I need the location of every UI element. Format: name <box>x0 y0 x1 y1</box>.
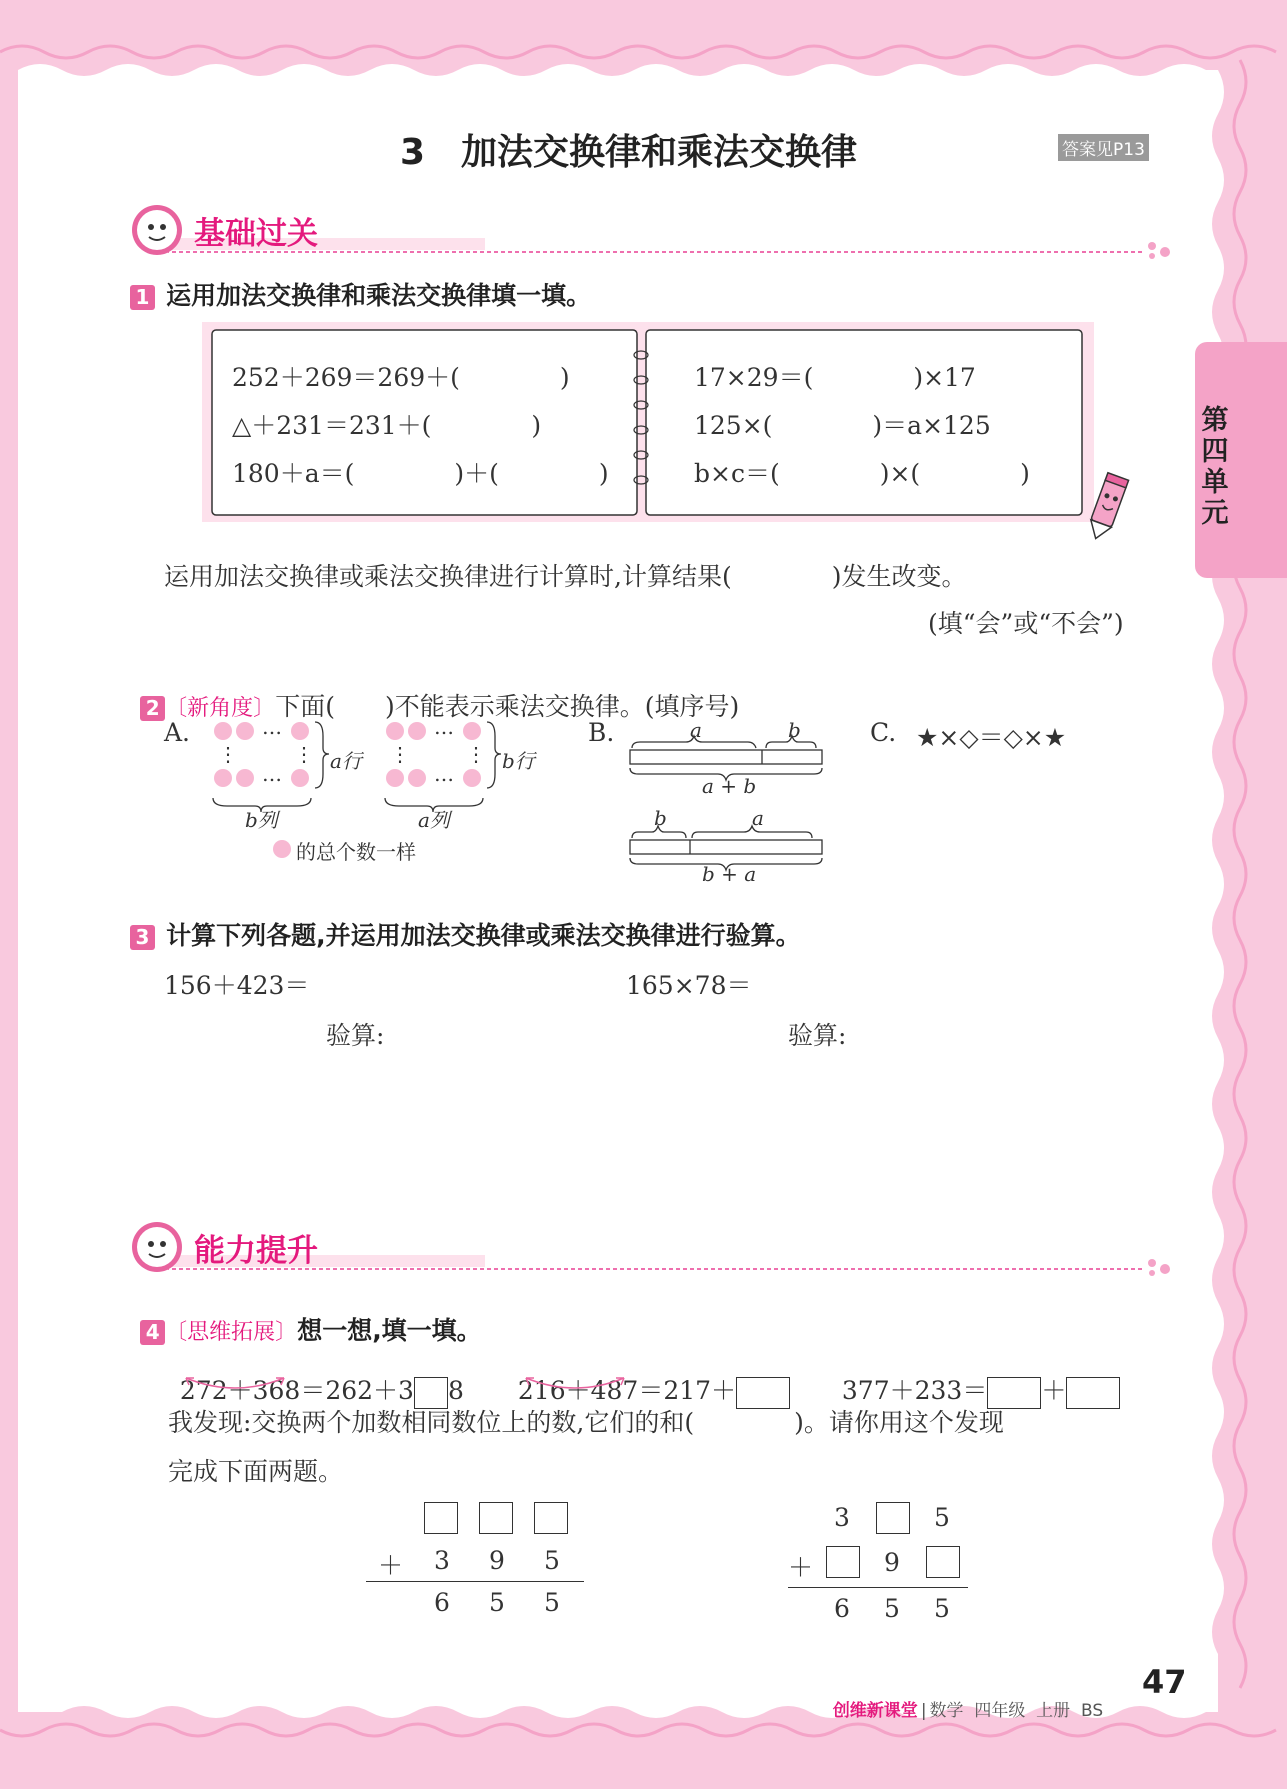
v2-row1-blank-tens[interactable] <box>876 1502 910 1534</box>
q2-option-a-label: A. <box>164 718 191 747</box>
footer <box>822 1676 1103 1721</box>
q3-prompt: 计算下列各题,并运用加法交换律或乘法交换律进行验算。 <box>166 921 801 950</box>
q2-option-c-label: C. <box>870 718 897 747</box>
opt-a-dots-1: … <box>262 715 282 739</box>
q4-eq1-swap-arrow <box>180 1372 290 1396</box>
footer-separator: | <box>920 1701 927 1721</box>
q3-header <box>130 916 801 952</box>
side-tab-label: 第四单元 <box>1201 405 1229 529</box>
opt-b-sum-2: b + a <box>702 862 757 886</box>
v1-blank-tens[interactable] <box>479 1502 513 1534</box>
q2-option-c-expression: ★×◇＝◇×★ <box>916 723 1067 752</box>
v1-addend-hundreds: 3 <box>434 1546 450 1575</box>
q2-tag: 〔新角度〕 <box>165 696 276 721</box>
v2-row2-blank-hundreds[interactable] <box>826 1546 860 1578</box>
q4-tag: 〔思维拓展〕 <box>165 1320 298 1345</box>
opt-a-dots-3: … <box>434 715 454 739</box>
q1-prompt: 运用加法交换律和乘法交换律填一填。 <box>166 281 592 310</box>
opt-a-vdots-3: ⋮ <box>390 742 410 766</box>
q4-eq3-plus: ＋ <box>1041 1376 1067 1405</box>
pencil-mascot-illustration <box>1075 470 1135 550</box>
v1-sum-hundreds: 6 <box>434 1588 450 1617</box>
v1-blank-hundreds[interactable] <box>424 1502 458 1534</box>
q3-expression-2: 165×78＝ <box>626 971 752 1000</box>
q3-check-1: 验算: <box>326 1021 385 1050</box>
q4-header <box>130 1292 482 1347</box>
q4-finding-line-2: 完成下面两题。 <box>168 1457 344 1486</box>
answer-reference: 答案见P13 <box>1058 134 1149 161</box>
opt-a-vdots-1: ⋮ <box>218 742 238 766</box>
page-number: 47 <box>1142 1663 1187 1701</box>
section2-title: 能力提升 <box>194 1233 318 1269</box>
q4-prompt: 想一想,填一填。 <box>297 1316 482 1345</box>
q4-equation-3 <box>826 1342 1120 1409</box>
q4-eq3-blank-2[interactable] <box>1066 1377 1120 1409</box>
v2-row1-ones: 5 <box>934 1503 950 1532</box>
section1-title: 基础过关 <box>194 216 318 252</box>
q4-eq2-swap-arrow <box>520 1372 630 1396</box>
q3-expression-1: 156＋423＝ <box>164 971 310 1000</box>
q4-eq1-left: 272＋368＝262＋3 <box>179 1376 414 1405</box>
v2-row1-hundreds: 3 <box>834 1503 850 1532</box>
footer-info: 数学 四年级 上册 BS <box>929 1701 1104 1721</box>
q1-header <box>130 276 591 312</box>
v1-addend-ones: 5 <box>544 1546 560 1575</box>
q2-option-b-label: B. <box>588 718 615 747</box>
q1-statement: 运用加法交换律或乘法交换律进行计算时,计算结果( )发生改变。 <box>164 562 967 591</box>
opt-a-vdots-4: ⋮ <box>466 742 486 766</box>
opt-a-cols-2: a列 <box>418 808 450 832</box>
v2-sum-hundreds: 6 <box>834 1594 850 1623</box>
q4-eq2-left: 216＋487＝217＋ <box>517 1376 737 1405</box>
q1-right-line-3: b×c＝( )×( ) <box>694 459 1030 488</box>
opt-b-top-a: a <box>690 718 702 742</box>
opt-a-vdots-2: ⋮ <box>294 742 314 766</box>
q4-number: 4 <box>140 1320 165 1345</box>
opt-b-bot-b: b <box>654 806 667 830</box>
opt-a-dots-2: … <box>262 762 282 786</box>
q3-number: 3 <box>130 925 155 950</box>
q1-right-line-2: 125×( )＝a×125 <box>694 411 991 440</box>
opt-b-bot-a: a <box>752 806 764 830</box>
q2-number: 2 <box>140 696 165 721</box>
opt-b-sum-1: a + b <box>702 774 757 798</box>
opt-a-rows-2: b行 <box>502 749 535 773</box>
page-title: 3 加法交换律和乘法交换律 <box>400 132 858 173</box>
q2-prompt: 下面( )不能表示乘法交换律。(填序号) <box>275 692 740 721</box>
v1-blank-ones[interactable] <box>534 1502 568 1534</box>
q1-left-line-2: △＋231＝231＋( ) <box>232 411 542 440</box>
v1-sum-line <box>366 1581 584 1582</box>
q4-finding-line-1: 我发现:交换两个加数相同数位上的数,它们的和( )。请你用这个发现 <box>168 1408 1004 1437</box>
opt-a-note: 的总个数一样 <box>296 840 416 864</box>
q4-eq3-left: 377＋233＝ <box>841 1376 988 1405</box>
v1-addend-tens: 9 <box>489 1546 505 1575</box>
opt-a-dots-4: … <box>434 762 454 786</box>
v1-sum-ones: 5 <box>544 1588 560 1617</box>
opt-a-rows-1: a行 <box>330 749 362 773</box>
v2-row2-tens: 9 <box>884 1548 900 1577</box>
q3-check-2: 验算: <box>788 1021 847 1050</box>
opt-a-cols-1: b列 <box>245 808 278 832</box>
v2-plus-sign: ＋ <box>788 1553 814 1582</box>
v2-sum-ones: 5 <box>934 1594 950 1623</box>
v1-sum-tens: 5 <box>489 1588 505 1617</box>
q4-eq1-right: 8 <box>447 1376 464 1405</box>
footer-brand: 创维新课堂 <box>832 1701 918 1721</box>
q1-right-line-1: 17×29＝( )×17 <box>694 363 976 392</box>
section2-icon <box>130 1220 184 1274</box>
v1-plus-sign: ＋ <box>378 1551 404 1580</box>
v2-sum-line <box>788 1587 968 1588</box>
q1-left-line-3: 180＋a＝( )＋( ) <box>232 459 609 488</box>
q1-number: 1 <box>130 285 155 310</box>
section1-icon <box>130 203 184 257</box>
v2-row2-blank-ones[interactable] <box>926 1546 960 1578</box>
v2-sum-tens: 5 <box>884 1594 900 1623</box>
opt-b-top-b: b <box>788 718 801 742</box>
q1-hint: (填“会”或“不会”) <box>928 609 1124 638</box>
q1-left-line-1: 252＋269＝269＋( ) <box>232 363 570 392</box>
